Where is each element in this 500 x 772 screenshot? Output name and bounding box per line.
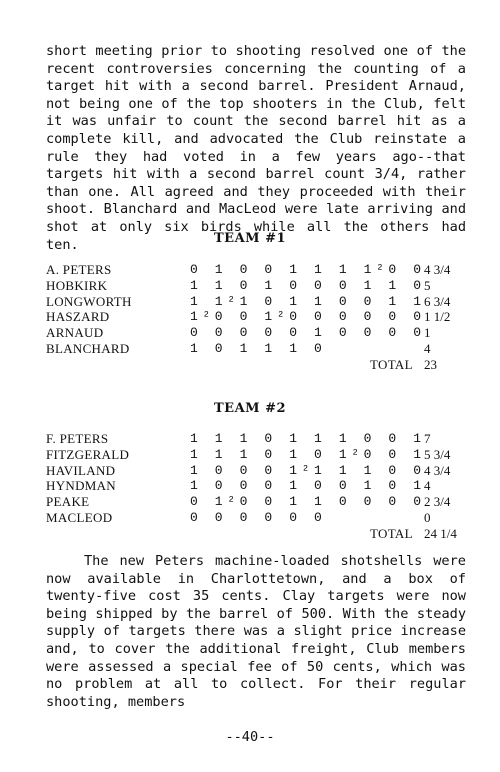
paragraph-intro: short meeting prior to shooting resolved one of the recent controversies concerning the counting of a target hit with a second barrel. President Arnaud, not being one of the top shooters in the Club, felt it was unfair to count the second barrel hit as a complete kill, and advocated the Club reinstate a rule they had voted in a few years ago--that targets hit with a second barrel count 3/4, rather than one. All agreed and they proceeded with their shoot. Blanchard and MacLeod were late arriving and shot at only six birds while all the others had ten. bbox=[46, 43, 466, 253]
shooter-name: FITZGERALD bbox=[46, 446, 130, 462]
page-number: --40-- bbox=[225, 729, 275, 745]
total-label: TOTAL bbox=[370, 525, 413, 541]
team1-score-table bbox=[46, 262, 466, 373]
shooter-name: HASZARD bbox=[46, 309, 110, 325]
table-row bbox=[46, 341, 466, 357]
shot-scores: 0 1²0 0 1 1 0 0 0 0 bbox=[190, 494, 426, 510]
shot-scores: 1²0 0 1²0 0 0 0 0 0 bbox=[190, 309, 426, 325]
shot-scores: 1 1²1 0 1 1 0 0 1 1 bbox=[190, 293, 426, 309]
shooter-total: 4 3/4 bbox=[424, 462, 451, 478]
team2-title: TEAM #2 bbox=[213, 401, 287, 416]
paragraph-shotshells bbox=[46, 553, 466, 711]
shot-scores: 1 0 0 0 1²1 1 1 0 0 bbox=[190, 462, 426, 478]
shooter-total: 7 bbox=[424, 431, 431, 446]
table-row bbox=[46, 463, 466, 479]
shooter-total: 5 3/4 bbox=[424, 446, 451, 462]
shooter-name: F. PETERS bbox=[46, 431, 109, 446]
table-row bbox=[46, 478, 466, 494]
table-row bbox=[46, 294, 466, 310]
shooter-total: 4 bbox=[424, 478, 431, 494]
table-row bbox=[46, 262, 466, 278]
paragraph-shotshells-text: The new Peters machine-loaded shotshells were now available in Charlottetown, and a box of twenty-five cost 35 cents. Clay targets were now being shipped by the barrel of 500. With the steady supply of targets there was a slight price increase and, to cover the additional freight, Club members were assessed a special fee of 50 cents, which was no problem at all to collect. For their regular shooting, members bbox=[46, 553, 466, 710]
shooter-name: ARNAUD bbox=[46, 325, 104, 341]
shot-scores: 1 0 1 1 1 0 bbox=[190, 340, 327, 356]
shooter-name: MACLEOD bbox=[46, 509, 113, 525]
table-row bbox=[46, 431, 466, 447]
team1-total-row bbox=[46, 357, 466, 373]
shooter-total: 5 bbox=[424, 277, 431, 293]
table-row bbox=[46, 309, 466, 325]
shot-scores: 0 0 0 0 0 1 0 0 0 0 bbox=[190, 325, 426, 341]
shot-scores: 0 0 0 0 0 0 bbox=[190, 509, 327, 525]
table-row bbox=[46, 278, 466, 294]
shooter-total: 0 bbox=[424, 509, 431, 525]
shooter-total: 1 bbox=[424, 325, 431, 341]
team2-total-row bbox=[46, 526, 466, 542]
shooter-name: LONGWORTH bbox=[46, 293, 132, 309]
shot-scores: 1 1 1 0 1 0 1²0 0 1 bbox=[190, 446, 426, 462]
shot-scores: 1 1 1 0 1 1 1 0 0 1 bbox=[190, 431, 426, 446]
shooter-total: 4 bbox=[424, 340, 431, 356]
table-row bbox=[46, 510, 466, 526]
shooter-name: PEAKE bbox=[46, 494, 90, 510]
shot-scores: 1 0 0 0 1 0 0 1 0 1 bbox=[190, 478, 426, 494]
shooter-name: HYNDMAN bbox=[46, 478, 116, 494]
shooter-total: 2 3/4 bbox=[424, 494, 451, 510]
team1-title: TEAM #1 bbox=[213, 231, 287, 246]
table-row bbox=[46, 325, 466, 341]
shooter-total: 6 3/4 bbox=[424, 293, 451, 309]
shooter-name: HOBKIRK bbox=[46, 277, 108, 293]
shooter-total: 4 3/4 bbox=[424, 262, 451, 277]
table-row bbox=[46, 447, 466, 463]
table-row bbox=[46, 494, 466, 510]
shooter-name: A. PETERS bbox=[46, 262, 112, 277]
team1-total-value: 23 bbox=[424, 356, 437, 372]
shot-scores: 0 1 0 0 1 1 1 1²0 0 bbox=[190, 262, 426, 277]
team2-score-table bbox=[46, 431, 466, 542]
shooter-total: 1 1/2 bbox=[424, 309, 451, 325]
shooter-name: HAVILAND bbox=[46, 462, 116, 478]
shot-scores: 1 1 0 1 0 0 0 1 1 0 bbox=[190, 277, 426, 293]
total-label: TOTAL bbox=[370, 356, 413, 372]
shooter-name: BLANCHARD bbox=[46, 340, 130, 356]
team2-total-value: 24 1/4 bbox=[424, 525, 457, 541]
